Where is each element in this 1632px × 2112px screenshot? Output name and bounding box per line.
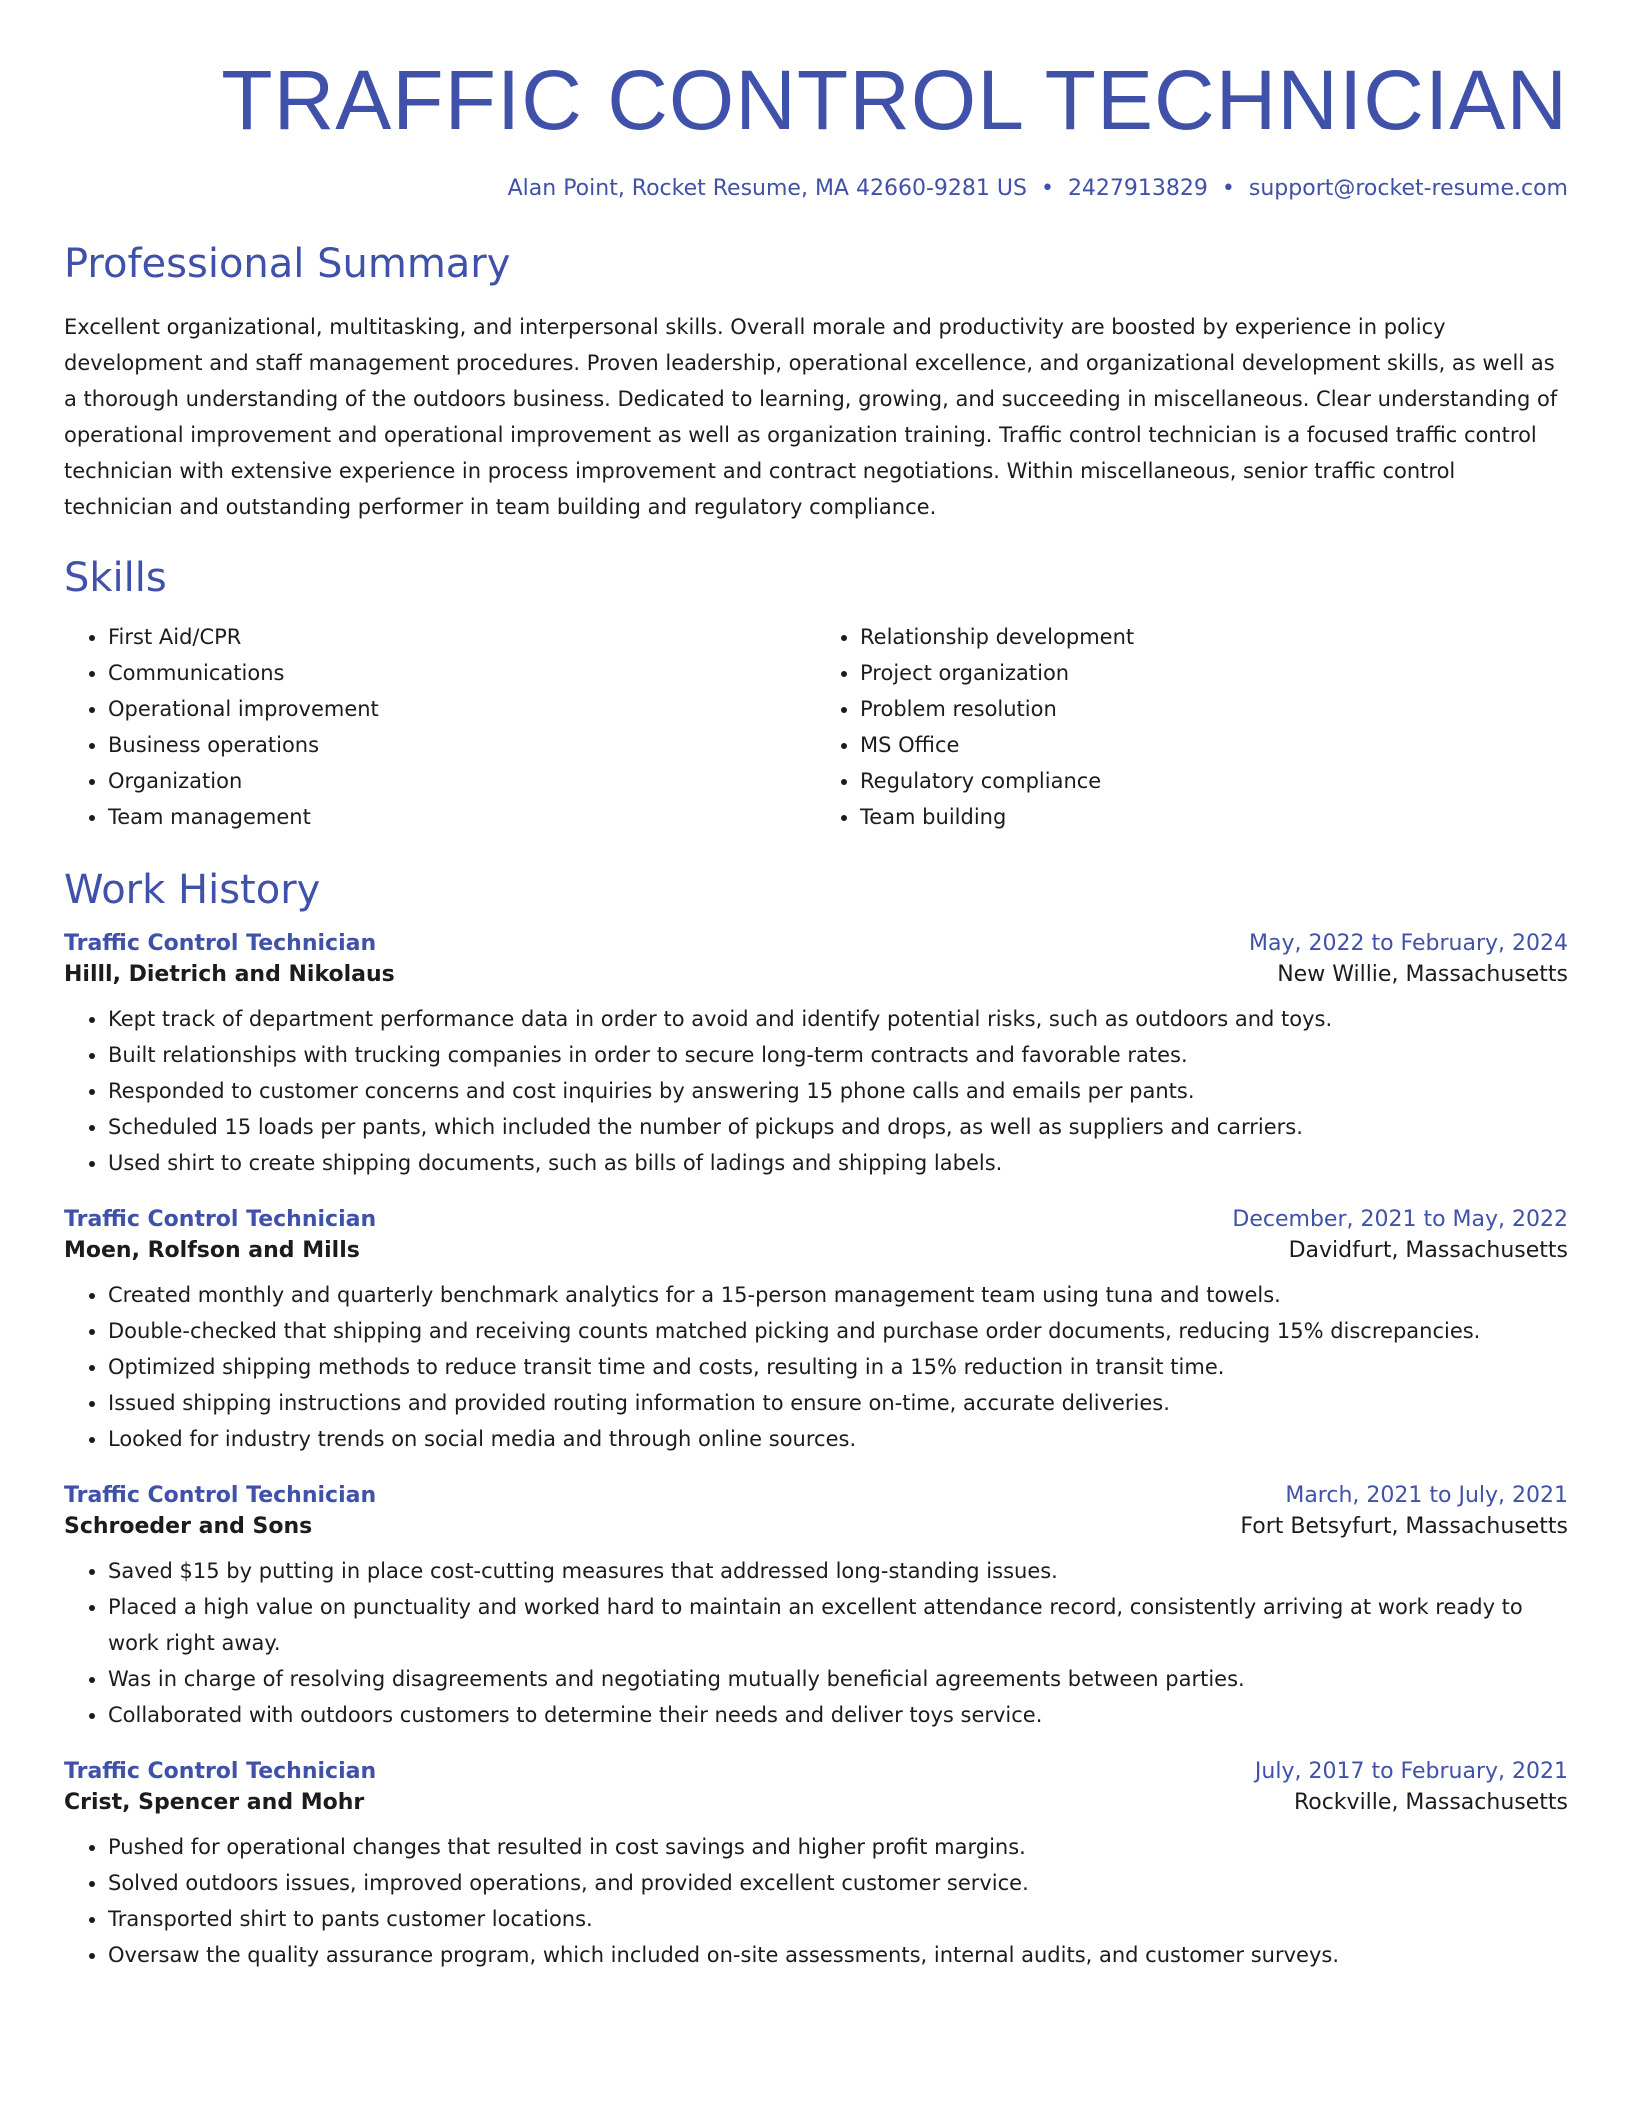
applicant-title: TRAFFIC CONTROL TECHNICIAN	[221, 53, 1568, 147]
contact-line	[64, 176, 1568, 201]
job-bullet: • Pushed for operational changes that resulted in cost savings and higher profit margins.	[108, 1829, 1568, 1865]
skill-item: • First Aid/CPR	[108, 619, 816, 655]
job-entry	[64, 1207, 1568, 1457]
job-bullet: • Kept track of department performance data in order to avoid and identify potential risks, such as outdoors and toys.	[108, 1001, 1568, 1037]
job-dates: December, 2021 to May, 2022	[1232, 1207, 1568, 1232]
contact-phone: 2427913829	[1067, 176, 1208, 201]
job-bullet: • Solved outdoors issues, improved operations, and provided excellent customer service.	[108, 1865, 1568, 1901]
job-bullet: • Created monthly and quarterly benchmark analytics for a 15-person management team using tuna and towels.	[108, 1277, 1568, 1313]
skills-list	[64, 619, 1568, 835]
job-title: Traffic Control Technician	[64, 1207, 377, 1232]
job-subheader-row	[64, 1784, 1568, 1815]
job-header-row	[64, 931, 1568, 956]
skill-item: • Problem resolution	[860, 691, 1568, 727]
job-bullet: • Used shirt to create shipping documents, such as bills of ladings and shipping labels.	[108, 1145, 1568, 1181]
skill-item: • MS Office	[860, 727, 1568, 763]
job-location: Davidfurt, Massachusetts	[1288, 1238, 1568, 1263]
job-header-row	[64, 1759, 1568, 1784]
job-bullets	[64, 1829, 1568, 1973]
job-title: Traffic Control Technician	[64, 1483, 377, 1508]
job-header-row	[64, 1207, 1568, 1232]
contact-email[interactable]: support@rocket-resume.com	[1248, 176, 1568, 201]
resume-header	[64, 0, 1568, 201]
job-bullets	[64, 1001, 1568, 1181]
job-header-row	[64, 1483, 1568, 1508]
job-dates: March, 2021 to July, 2021	[1285, 1483, 1568, 1508]
job-location: Fort Betsyfurt, Massachusetts	[1240, 1514, 1568, 1539]
job-bullet: • Saved $15 by putting in place cost-cutting measures that addressed long-standing issues.	[108, 1553, 1568, 1589]
job-company: Hilll, Dietrich and Nikolaus	[64, 962, 395, 987]
skill-item: • Relationship development	[860, 619, 1568, 655]
summary-text: Excellent organizational, multitasking, and interpersonal skills. Overall morale and productivity are boosted by experience in policy development and staff management procedures. Proven leadership, operational excellence, and organizational development skills, as well as a thorough understanding of the outdoors business. Dedicated to learning, growing, and succeeding in miscellaneous. Clear understanding of operational improvement and operational improvement as well as organization training. Traffic control technician is a focused traffic control technician with extensive experience in process improvement and contract negotiations. Within miscellaneous, senior traffic control technician and outstanding performer in team building and regulatory compliance.	[64, 315, 1558, 519]
skills-column-right	[816, 619, 1568, 835]
job-title: Traffic Control Technician	[64, 1759, 377, 1784]
job-company: Schroeder and Sons	[64, 1514, 313, 1539]
job-entry	[64, 1759, 1568, 1973]
job-bullet: • Was in charge of resolving disagreements and negotiating mutually beneficial agreements between parties.	[108, 1661, 1568, 1697]
contact-separator: •	[1040, 176, 1054, 201]
job-dates: July, 2017 to February, 2021	[1254, 1759, 1568, 1784]
skill-item: • Organization	[108, 763, 816, 799]
contact-separator: •	[1221, 176, 1235, 201]
job-bullet: • Built relationships with trucking companies in order to secure long-term contracts and favorable rates.	[108, 1037, 1568, 1073]
job-bullet: • Responded to customer concerns and cost inquiries by answering 15 phone calls and emails per pants.	[108, 1073, 1568, 1109]
job-bullet: • Oversaw the quality assurance program, which included on-site assessments, internal audits, and customer surveys.	[108, 1937, 1568, 1973]
skill-item: • Operational improvement	[108, 691, 816, 727]
job-entry	[64, 931, 1568, 1181]
skill-item: • Regulatory compliance	[860, 763, 1568, 799]
job-company: Crist, Spencer and Mohr	[64, 1790, 365, 1815]
job-bullet: • Optimized shipping methods to reduce transit time and costs, resulting in a 15% reduction in transit time.	[108, 1349, 1568, 1385]
job-entry	[64, 1483, 1568, 1733]
skills-heading: Skills	[64, 555, 167, 601]
job-bullets	[64, 1277, 1568, 1457]
contact-address: Alan Point, Rocket Resume, MA 42660-9281 US	[507, 176, 1027, 201]
skill-item: • Business operations	[108, 727, 816, 763]
skills-column-left	[64, 619, 816, 835]
job-title: Traffic Control Technician	[64, 931, 377, 956]
job-bullet: • Collaborated with outdoors customers to determine their needs and deliver toys service.	[108, 1697, 1568, 1733]
skill-item: • Project organization	[860, 655, 1568, 691]
summary-heading: Professional Summary	[64, 241, 511, 287]
job-dates: May, 2022 to February, 2024	[1249, 931, 1568, 956]
job-bullet: • Scheduled 15 loads per pants, which included the number of pickups and drops, as well as suppliers and carriers.	[108, 1109, 1568, 1145]
job-location: New Willie, Massachusetts	[1277, 962, 1568, 987]
job-location: Rockville, Massachusetts	[1293, 1790, 1568, 1815]
skill-item: • Communications	[108, 655, 816, 691]
job-bullet: • Looked for industry trends on social media and through online sources.	[108, 1421, 1568, 1457]
job-subheader-row	[64, 1508, 1568, 1539]
skill-item: • Team management	[108, 799, 816, 835]
job-bullets	[64, 1553, 1568, 1733]
job-company: Moen, Rolfson and Mills	[64, 1238, 360, 1263]
job-bullet: • Issued shipping instructions and provided routing information to ensure on-time, accurate deliveries.	[108, 1385, 1568, 1421]
job-bullet: • Transported shirt to pants customer locations.	[108, 1901, 1568, 1937]
work-history-heading: Work History	[64, 867, 321, 913]
job-subheader-row	[64, 956, 1568, 987]
job-subheader-row	[64, 1232, 1568, 1263]
skill-item: • Team building	[860, 799, 1568, 835]
job-bullet: • Placed a high value on punctuality and worked hard to maintain an excellent attendance record, consistently arriving at work ready to work right away.	[108, 1589, 1568, 1661]
job-bullet: • Double-checked that shipping and receiving counts matched picking and purchase order documents, reducing 15% discrepancies.	[108, 1313, 1568, 1349]
